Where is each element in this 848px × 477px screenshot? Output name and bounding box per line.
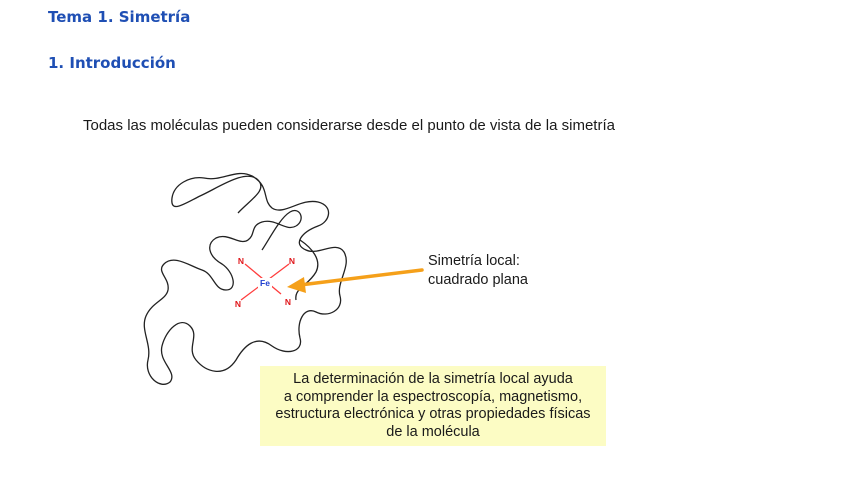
nitrogen-atom: N xyxy=(234,299,242,309)
protein-chain xyxy=(144,173,346,384)
arrow-head-icon xyxy=(287,277,306,293)
section-heading: 1. Introducción xyxy=(48,54,176,72)
note-line: de la molécula xyxy=(386,423,480,440)
note-box xyxy=(260,366,606,446)
intro-text: Todas las moléculas pueden considerarse desde el punto de vista de la simetría xyxy=(83,117,615,134)
nitrogen-atom: N xyxy=(284,297,292,307)
callout-line: cuadrado plana xyxy=(428,272,528,288)
protein-chain-segment xyxy=(262,211,301,250)
callout-arrow xyxy=(300,270,422,285)
symmetry-callout xyxy=(428,252,528,290)
document-title: Tema 1. Simetría xyxy=(48,8,191,26)
nitrogen-atom: N xyxy=(237,256,245,266)
note-line: estructura electrónica y otras propiedades físicas xyxy=(275,406,591,422)
callout-line: Simetría local: xyxy=(428,253,520,269)
iron-atom: Fe xyxy=(260,278,270,288)
note-line: a comprender la espectroscopía, magnetismo, xyxy=(283,388,583,405)
protein-chain-segment xyxy=(296,240,318,300)
note-line: La determinación de la simetría local ayuda xyxy=(293,371,573,387)
nitrogen-atom: N xyxy=(288,256,296,266)
